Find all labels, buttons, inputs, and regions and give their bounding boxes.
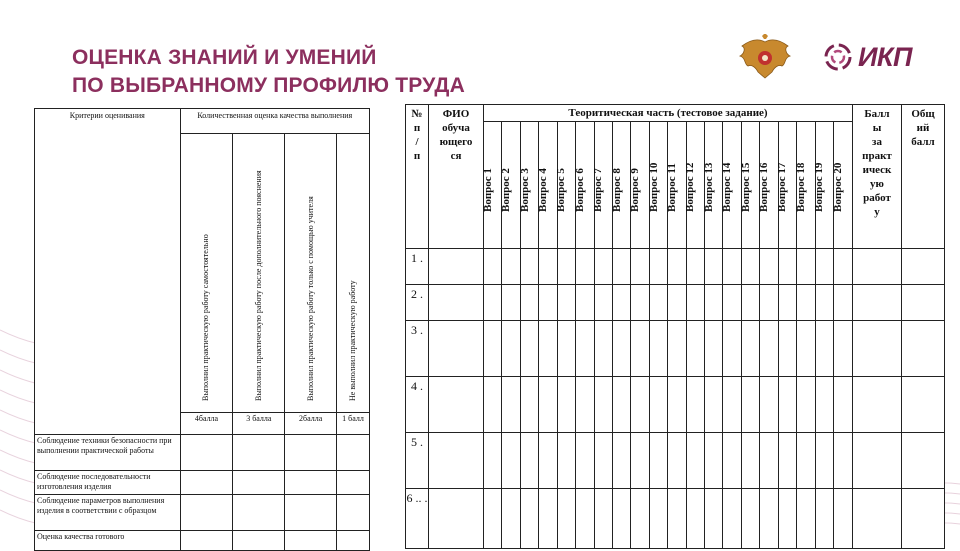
answer-cell[interactable]	[649, 433, 667, 489]
answer-cell[interactable]	[815, 321, 833, 377]
answer-cell[interactable]	[834, 249, 853, 285]
answer-cell[interactable]	[612, 377, 630, 433]
question-header-3	[520, 122, 538, 249]
level-label-3: Выполнил практическую работу только с помощью учителя	[305, 196, 315, 401]
answer-cell[interactable]	[760, 377, 778, 433]
answer-cell[interactable]	[594, 249, 612, 285]
answer-cell[interactable]	[668, 433, 686, 489]
table-row	[406, 285, 945, 321]
answer-cell[interactable]	[557, 321, 575, 377]
level-label-1: Выполнил практическую работу самостоятельно	[201, 234, 211, 401]
score-cell[interactable]	[180, 495, 233, 531]
question-header-19	[815, 122, 833, 249]
answer-cell[interactable]	[612, 249, 630, 285]
answer-cell[interactable]	[649, 285, 667, 321]
question-label: Вопрос 2	[500, 168, 513, 212]
answer-cell[interactable]	[502, 377, 520, 433]
answer-cell[interactable]	[502, 285, 520, 321]
answer-cell[interactable]	[797, 249, 815, 285]
answer-cell[interactable]	[686, 321, 704, 377]
answer-cell[interactable]	[741, 321, 759, 377]
total-score-cell[interactable]	[902, 433, 945, 489]
answer-cell[interactable]	[502, 433, 520, 489]
level-label-4: Не выполнил практическую работу	[348, 280, 358, 401]
title-line-2: ПО ВЫБРАННОМУ ПРОФИЛЮ ТРУДА	[72, 74, 465, 97]
total-score-cell[interactable]	[902, 249, 945, 285]
row-number: 1 .	[406, 249, 429, 285]
question-label: Вопрос 19	[813, 162, 826, 212]
answer-cell[interactable]	[760, 321, 778, 377]
answer-cell[interactable]	[668, 377, 686, 433]
answer-cell[interactable]	[741, 285, 759, 321]
table-row	[406, 377, 945, 433]
answer-cell[interactable]	[705, 285, 723, 321]
answer-cell[interactable]	[631, 249, 649, 285]
answer-cell[interactable]	[576, 321, 594, 377]
answer-cell[interactable]	[612, 433, 630, 489]
answer-cell[interactable]	[520, 249, 538, 285]
answer-cell[interactable]	[649, 321, 667, 377]
answer-cell[interactable]	[576, 377, 594, 433]
answer-cell[interactable]	[668, 249, 686, 285]
answer-cell[interactable]	[797, 433, 815, 489]
score-cell[interactable]	[285, 531, 337, 551]
score-cell[interactable]	[337, 435, 370, 471]
answer-cell[interactable]	[557, 285, 575, 321]
table-row	[406, 433, 945, 489]
answer-cell[interactable]	[484, 433, 502, 489]
answer-cell[interactable]	[576, 433, 594, 489]
answer-cell[interactable]	[539, 249, 557, 285]
slide-title	[72, 44, 465, 100]
answer-cell[interactable]	[723, 433, 741, 489]
question-header-12	[686, 122, 704, 249]
question-label: Вопрос 14	[721, 162, 734, 212]
question-label: Вопрос 13	[702, 162, 715, 212]
ikp-logo	[822, 42, 912, 72]
question-label: Вопрос 11	[665, 163, 678, 212]
student-name-cell[interactable]	[429, 377, 484, 433]
question-label: Вопрос 15	[739, 162, 752, 212]
double-headed-eagle-emblem-icon	[736, 34, 794, 84]
score-cell[interactable]	[337, 471, 370, 495]
level-cell-4	[337, 134, 370, 413]
answer-cell[interactable]	[484, 249, 502, 285]
answer-cell[interactable]	[649, 377, 667, 433]
row-number: 4 .	[406, 377, 429, 433]
level-label-2: Выполнил практическую работу после дополнительного пояснения	[253, 170, 263, 401]
score-cell[interactable]	[180, 531, 233, 551]
level-cell-1	[180, 134, 233, 413]
practice-score-cell[interactable]	[853, 249, 902, 285]
criterion-row-4: Оценка качества готового	[35, 531, 181, 551]
answer-cell[interactable]	[576, 249, 594, 285]
practice-score-cell[interactable]	[853, 321, 902, 377]
quant-header: Количественная оценка качества выполнения	[180, 109, 369, 134]
answer-cell[interactable]	[834, 377, 853, 433]
question-label: Вопрос 4	[536, 168, 549, 212]
answer-cell[interactable]	[520, 285, 538, 321]
score-cell[interactable]	[285, 471, 337, 495]
answer-cell[interactable]	[686, 249, 704, 285]
score-cell[interactable]	[233, 531, 285, 551]
question-label: Вопрос 12	[684, 162, 697, 212]
table-row	[406, 321, 945, 377]
answer-cell[interactable]	[797, 285, 815, 321]
answer-cell[interactable]	[484, 377, 502, 433]
question-label: Вопрос 3	[518, 168, 531, 212]
answer-cell[interactable]	[834, 321, 853, 377]
students-results-table	[405, 104, 945, 549]
question-header-10	[649, 122, 667, 249]
answer-cell[interactable]	[539, 377, 557, 433]
question-label: Вопрос 20	[832, 162, 844, 212]
answer-cell[interactable]	[815, 249, 833, 285]
total-score-cell[interactable]	[902, 285, 945, 321]
answer-cell[interactable]	[557, 433, 575, 489]
level-cell-2	[233, 134, 285, 413]
student-name-cell[interactable]	[429, 321, 484, 377]
answer-cell[interactable]	[557, 249, 575, 285]
answer-cell[interactable]	[594, 433, 612, 489]
row-number: 3 .	[406, 321, 429, 377]
score-cell[interactable]	[285, 435, 337, 471]
fio-header: ФИО обуча ющего ся	[429, 105, 484, 249]
answer-cell[interactable]	[539, 321, 557, 377]
practice-score-cell[interactable]	[853, 377, 902, 433]
points-3: 3 балла	[233, 413, 285, 435]
total-score-cell[interactable]	[902, 377, 945, 433]
question-header-17	[778, 122, 796, 249]
score-cell[interactable]	[337, 495, 370, 531]
answer-cell[interactable]	[778, 285, 796, 321]
answer-cell[interactable]	[778, 433, 796, 489]
score-cell[interactable]	[285, 495, 337, 531]
answer-cell[interactable]	[668, 321, 686, 377]
answer-cell[interactable]	[797, 321, 815, 377]
answer-cell[interactable]	[539, 433, 557, 489]
answer-cell[interactable]	[723, 285, 741, 321]
row-number: 6 .. .	[406, 489, 429, 549]
criteria-header: Критерии оценивания	[35, 109, 181, 435]
score-cell[interactable]	[233, 471, 285, 495]
answer-cell[interactable]	[686, 377, 704, 433]
answer-cell[interactable]	[686, 433, 704, 489]
answer-cell[interactable]	[612, 321, 630, 377]
evaluation-criteria-table	[34, 108, 370, 551]
answer-cell[interactable]	[594, 285, 612, 321]
score-cell[interactable]	[233, 495, 285, 531]
answer-cell[interactable]	[539, 285, 557, 321]
answer-cell[interactable]	[778, 321, 796, 377]
theory-header: Теоритическая часть (тестовое задание)	[484, 105, 853, 122]
answer-cell[interactable]	[631, 285, 649, 321]
answer-cell[interactable]	[834, 433, 853, 489]
question-label: Вопрос 18	[794, 162, 807, 212]
student-name-cell[interactable]	[429, 285, 484, 321]
question-label: Вопрос 8	[610, 168, 623, 212]
criterion-row-2: Соблюдение последовательности изготовления изделия	[35, 471, 181, 495]
answer-cell[interactable]	[723, 321, 741, 377]
question-label: Вопрос 1	[481, 168, 494, 212]
answer-cell[interactable]	[797, 377, 815, 433]
answer-cell[interactable]	[723, 377, 741, 433]
title-line-1: ОЦЕНКА ЗНАНИЙ И УМЕНИЙ	[72, 46, 377, 69]
answer-cell[interactable]	[815, 377, 833, 433]
answer-cell[interactable]	[631, 377, 649, 433]
answer-cell[interactable]	[557, 377, 575, 433]
answer-cell[interactable]	[705, 377, 723, 433]
student-name-cell[interactable]	[429, 433, 484, 489]
answer-cell[interactable]	[520, 377, 538, 433]
question-header-20	[834, 122, 853, 249]
question-header-2	[502, 122, 520, 249]
answer-cell[interactable]	[502, 321, 520, 377]
practice-score-header: Балл ы за практ ическ ую работ у	[853, 105, 902, 249]
question-header-7	[594, 122, 612, 249]
level-cell-3	[285, 134, 337, 413]
answer-cell[interactable]	[520, 321, 538, 377]
answer-cell[interactable]	[484, 321, 502, 377]
answer-cell[interactable]	[502, 249, 520, 285]
table-row	[406, 249, 945, 285]
num-header: № п / п	[406, 105, 429, 249]
question-header-5	[557, 122, 575, 249]
question-label: Вопрос 5	[555, 168, 568, 212]
answer-cell[interactable]	[741, 249, 759, 285]
question-label: Вопрос 6	[573, 168, 586, 212]
answer-cell[interactable]	[760, 285, 778, 321]
answer-cell[interactable]	[741, 377, 759, 433]
score-cell[interactable]	[180, 471, 233, 495]
points-1: 1 балл	[337, 413, 370, 435]
answer-cell[interactable]	[723, 249, 741, 285]
answer-cell[interactable]	[815, 285, 833, 321]
question-label: Вопрос 16	[758, 162, 771, 212]
points-4: 4балла	[180, 413, 233, 435]
question-header-9	[631, 122, 649, 249]
ikp-logo-mark-icon	[822, 42, 854, 72]
answer-cell[interactable]	[741, 433, 759, 489]
answer-cell[interactable]	[668, 285, 686, 321]
score-cell[interactable]	[180, 435, 233, 471]
answer-cell[interactable]	[612, 285, 630, 321]
answer-cell[interactable]	[705, 321, 723, 377]
criterion-row-1: Соблюдение техники безопасности при выполнении практической работы	[35, 435, 181, 471]
answer-cell[interactable]	[686, 285, 704, 321]
question-label: Вопрос 7	[592, 168, 605, 212]
answer-cell[interactable]	[631, 433, 649, 489]
practice-score-cell[interactable]	[853, 285, 902, 321]
answer-cell[interactable]	[760, 249, 778, 285]
answer-cell[interactable]	[649, 249, 667, 285]
answer-cell[interactable]	[760, 433, 778, 489]
answer-cell[interactable]	[778, 377, 796, 433]
answer-cell[interactable]	[484, 285, 502, 321]
total-score-header: Общ ий балл	[902, 105, 945, 249]
answer-cell[interactable]	[594, 321, 612, 377]
answer-cell[interactable]	[834, 285, 853, 321]
points-2: 2балла	[285, 413, 337, 435]
criterion-row-3: Соблюдение параметров выполнения изделия в соответствии с образцом	[35, 495, 181, 531]
answer-cell[interactable]	[520, 433, 538, 489]
score-cell[interactable]	[233, 435, 285, 471]
answer-cell[interactable]	[705, 249, 723, 285]
question-label: Вопрос 9	[629, 168, 642, 212]
logo-text: ИКП	[858, 41, 912, 72]
answer-cell[interactable]	[815, 433, 833, 489]
student-name-cell[interactable]	[429, 249, 484, 285]
total-score-cell[interactable]	[902, 321, 945, 377]
score-cell[interactable]	[337, 531, 370, 551]
question-header-14	[723, 122, 741, 249]
row-number: 2 .	[406, 285, 429, 321]
answer-cell[interactable]	[778, 249, 796, 285]
answer-cell[interactable]	[576, 285, 594, 321]
practice-score-cell[interactable]	[853, 433, 902, 489]
answer-cell[interactable]	[594, 377, 612, 433]
question-label: Вопрос 17	[776, 162, 789, 212]
answer-cell[interactable]	[705, 433, 723, 489]
row-number: 5 .	[406, 433, 429, 489]
answer-cell[interactable]	[631, 321, 649, 377]
question-label: Вопрос 10	[647, 162, 660, 212]
